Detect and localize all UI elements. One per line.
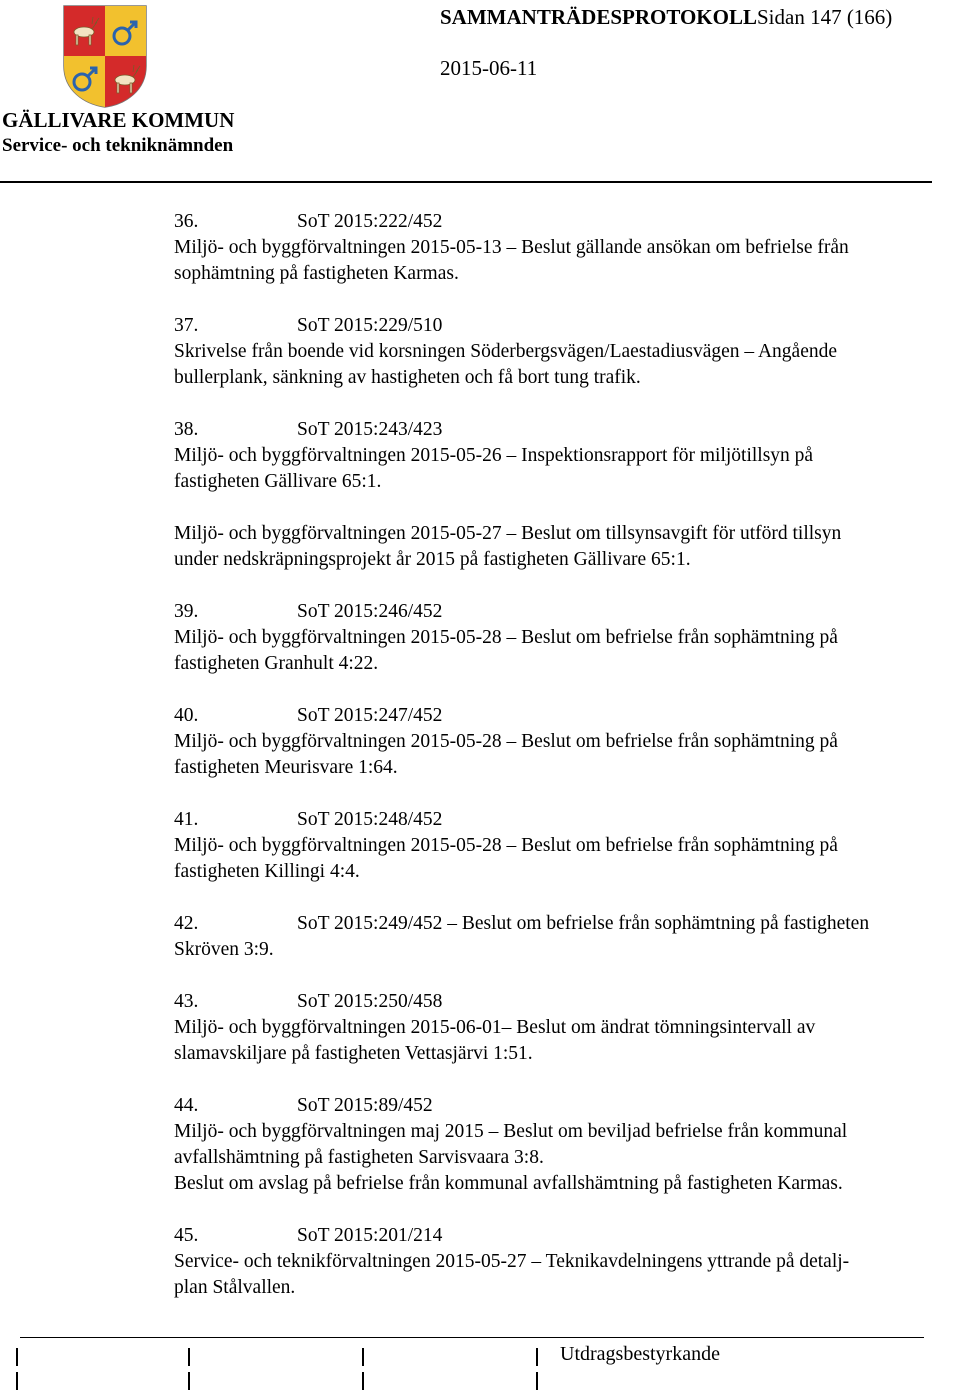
item-text-line: Service- och teknikförvaltningen 2015-05-27 – Teknikavdelningens yttrande på detalj- [174, 1251, 850, 1272]
item-text-line: Miljö- och byggförvaltningen 2015-05-28 – Beslut om befrielse från sophämtning på [174, 731, 838, 752]
item-number: 36. [174, 211, 199, 232]
item-text-line: Miljö- och byggförvaltningen 2015-05-28 – Beslut om befrielse från sophämtning på [174, 835, 838, 856]
item-text-line: Beslut om avslag på befrielse från kommunal avfallshämtning på fastigheten Karmas. [174, 1173, 843, 1194]
item-reference: SoT 2015:249/452 – Beslut om befrielse från sophämtning på fastigheten [297, 913, 870, 934]
agenda-item-heading [174, 703, 960, 729]
agenda-item-heading [174, 1223, 960, 1249]
agenda-item [174, 599, 960, 677]
item-number: 41. [174, 809, 199, 830]
page-label: Sidan 147 (166) [756, 5, 893, 29]
signature-box-divider [536, 1372, 538, 1390]
shield-quarter-gold-top [105, 6, 146, 56]
item-reference: SoT 2015:247/452 [297, 705, 443, 726]
agenda-item-heading [174, 1093, 960, 1119]
agenda-item-heading [174, 417, 960, 443]
agenda-item-heading [174, 313, 960, 339]
agenda-item [174, 417, 960, 573]
agenda-item-heading [174, 807, 960, 833]
item-text-line: plan Stålvallen. [174, 1277, 296, 1298]
item-text-line: fastigheten Granhult 4:22. [174, 653, 379, 674]
committee-name: Service- och tekniknämnden [2, 135, 234, 156]
agenda-list [174, 209, 960, 1327]
item-text-line: Miljö- och byggförvaltningen maj 2015 – Beslut om beviljad befrielse från kommunal [174, 1121, 848, 1142]
item-text-line: Miljö- och byggförvaltningen 2015-05-26 – Inspektionsrapport för miljötillsyn på [174, 445, 814, 466]
item-text-line: Miljö- och byggförvaltningen 2015-05-13 – Beslut gällande ansökan om befrielse från [174, 237, 849, 258]
header-divider [0, 181, 932, 183]
item-text-line: Miljö- och byggförvaltningen 2015-06-01– Beslut om ändrat tömningsintervall av [174, 1017, 816, 1038]
agenda-item [174, 1093, 960, 1197]
signature-label: Utdragsbestyrkande [560, 1343, 720, 1365]
item-reference: SoT 2015:201/214 [297, 1225, 443, 1246]
item-number: 37. [174, 315, 199, 336]
agenda-item-heading [174, 599, 960, 625]
coat-of-arms-logo [62, 4, 148, 108]
meeting-date: 2015-06-11 [440, 56, 538, 80]
item-reference: SoT 2015:89/452 [297, 1095, 433, 1116]
item-number: 38. [174, 419, 199, 440]
item-text-line: slamavskiljare på fastigheten Vettasjärvi 1:51. [174, 1043, 533, 1064]
item-number: 39. [174, 601, 199, 622]
item-text-line: fastigheten Killingi 4:4. [174, 861, 360, 882]
agenda-item-heading [174, 989, 960, 1015]
item-text-line: sophämtning på fastigheten Karmas. [174, 263, 459, 284]
signature-box-divider [16, 1372, 18, 1390]
agenda-item [174, 1223, 960, 1301]
agenda-item [174, 209, 960, 287]
item-number: 40. [174, 705, 199, 726]
item-reference: SoT 2015:243/423 [297, 419, 443, 440]
item-reference: SoT 2015:248/452 [297, 809, 443, 830]
item-text-line: Skrivelse från boende vid korsningen Söderbergsvägen/Laestadiusvägen – Angående [174, 341, 837, 362]
item-text-line: Skröven 3:9. [174, 939, 274, 960]
org-name: GÄLLIVARE KOMMUN [2, 108, 235, 132]
item-text-line: Miljö- och byggförvaltningen 2015-05-28 – Beslut om befrielse från sophämtning på [174, 627, 838, 648]
document-type: SAMMANTRÄDESPROTOKOLL [440, 5, 757, 29]
agenda-item [174, 313, 960, 391]
signature-box-divider [188, 1372, 190, 1390]
item-text-line: fastigheten Gällivare 65:1. [174, 471, 382, 492]
item-reference: SoT 2015:250/458 [297, 991, 443, 1012]
agenda-item [174, 911, 960, 963]
item-number: 44. [174, 1095, 199, 1116]
item-extra-paragraph [174, 521, 960, 573]
signature-box-divider [188, 1348, 190, 1366]
agenda-item [174, 807, 960, 885]
signature-box-divider [362, 1348, 364, 1366]
footer-divider [20, 1337, 924, 1338]
item-text-line: bullerplank, sänkning av hastigheten och få bort tung trafik. [174, 367, 641, 388]
agenda-item [174, 703, 960, 781]
item-number: 42. [174, 913, 199, 934]
item-text-line: fastigheten Meurisvare 1:64. [174, 757, 398, 778]
item-reference: SoT 2015:229/510 [297, 315, 443, 336]
agenda-item-heading [174, 209, 960, 235]
item-reference: SoT 2015:246/452 [297, 601, 443, 622]
signature-box-divider [536, 1348, 538, 1366]
item-text-line: under nedskräpningsprojekt år 2015 på fastigheten Gällivare 65:1. [174, 549, 691, 570]
item-number: 43. [174, 991, 199, 1012]
signature-box-divider [16, 1348, 18, 1366]
agenda-item-heading [174, 911, 960, 937]
item-number: 45. [174, 1225, 199, 1246]
signature-box-divider [362, 1372, 364, 1390]
item-text-line: Miljö- och byggförvaltningen 2015-05-27 – Beslut om tillsynsavgift för utförd tillsyn [174, 523, 842, 544]
document-title [440, 5, 892, 30]
item-text-line: avfallshämtning på fastigheten Sarvisvaara 3:8. [174, 1147, 544, 1168]
agenda-item [174, 989, 960, 1067]
item-reference: SoT 2015:222/452 [297, 211, 443, 232]
